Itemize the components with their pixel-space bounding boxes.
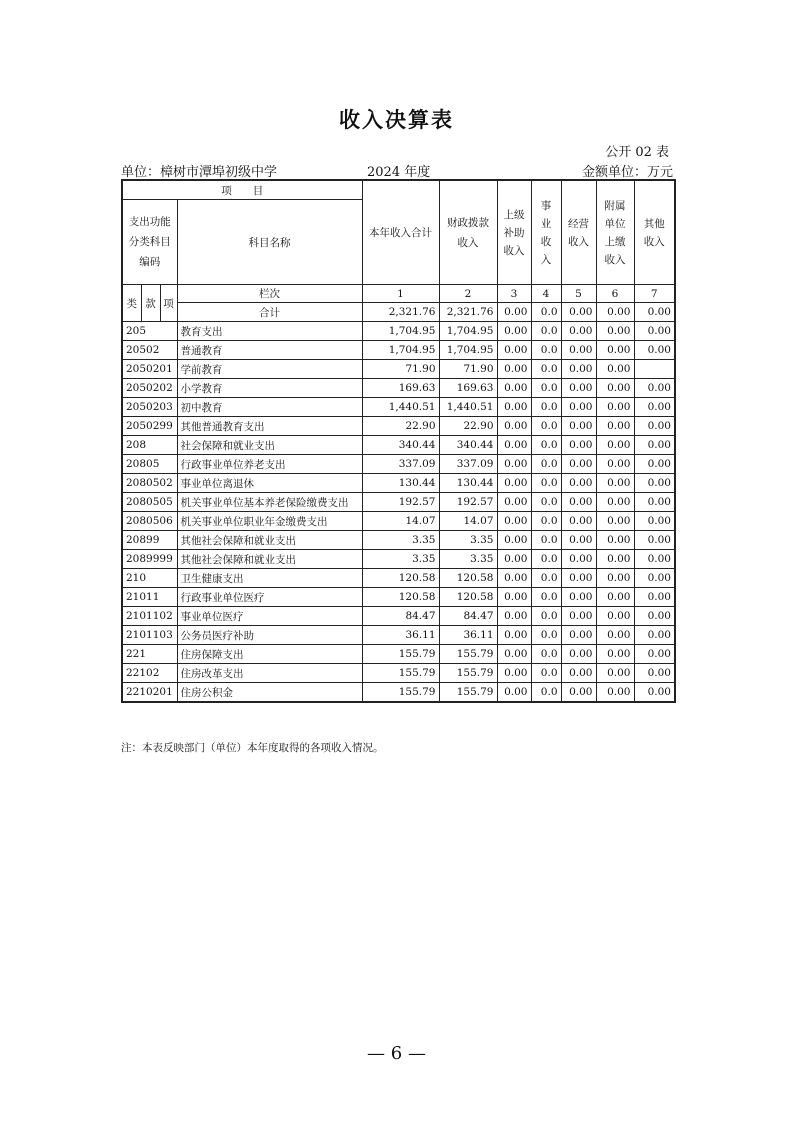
row-value: 0.00 — [497, 322, 531, 341]
row-value: 0.0 — [531, 607, 561, 626]
row-value: 36.11 — [362, 626, 439, 645]
table-row — [122, 417, 675, 436]
row-value: 0.00 — [634, 550, 675, 569]
row-value: 0.00 — [596, 607, 634, 626]
row-value: 0.00 — [497, 474, 531, 493]
row-value: 0.0 — [531, 626, 561, 645]
row-value: 0.0 — [531, 379, 561, 398]
col-num-5: 5 — [561, 285, 596, 303]
row-value: 0.0 — [531, 569, 561, 588]
row-code: 2101102 — [122, 607, 177, 626]
row-name: 卫生健康支出 — [177, 569, 362, 588]
row-value: 0.00 — [561, 664, 596, 683]
row-code: 22102 — [122, 664, 177, 683]
row-code: 221 — [122, 645, 177, 664]
row-value: 3.35 — [439, 550, 497, 569]
row-value: 120.58 — [362, 588, 439, 607]
row-value: 0.00 — [634, 493, 675, 512]
row-value: 0.0 — [531, 417, 561, 436]
row-code: 205 — [122, 322, 177, 341]
row-value: 0.00 — [561, 436, 596, 455]
row-value: 0.00 — [596, 322, 634, 341]
total-value: 2,321.76 — [362, 303, 439, 322]
table-row — [122, 379, 675, 398]
row-value: 0.00 — [561, 569, 596, 588]
income-table — [121, 179, 676, 703]
row-value: 0.0 — [531, 550, 561, 569]
row-value: 0.0 — [531, 322, 561, 341]
table-note: 注：本表反映部门（单位）本年度取得的各项收入情况。 — [121, 742, 384, 754]
row-value: 0.00 — [497, 683, 531, 703]
table-row — [122, 341, 675, 360]
row-value: 0.00 — [596, 398, 634, 417]
row-value: 1,704.95 — [362, 322, 439, 341]
table-row — [122, 588, 675, 607]
row-value: 0.00 — [561, 683, 596, 703]
row-value: 0.0 — [531, 493, 561, 512]
row-value: 0.00 — [596, 379, 634, 398]
row-value: 0.00 — [561, 322, 596, 341]
row-value: 0.0 — [531, 341, 561, 360]
row-value: 0.00 — [634, 322, 675, 341]
row-value: 0.00 — [561, 645, 596, 664]
row-value: 0.0 — [531, 436, 561, 455]
row-value: 0.00 — [596, 588, 634, 607]
row-value: 3.35 — [362, 550, 439, 569]
row-value: 0.0 — [531, 455, 561, 474]
row-value: 0.00 — [596, 531, 634, 550]
row-name: 事业单位离退休 — [177, 474, 362, 493]
row-value: 0.00 — [634, 436, 675, 455]
row-value: 0.00 — [596, 455, 634, 474]
row-value: 84.47 — [362, 607, 439, 626]
row-value: 0.00 — [634, 531, 675, 550]
row-code: 20502 — [122, 341, 177, 360]
row-value: 22.90 — [439, 417, 497, 436]
row-code: 2050201 — [122, 360, 177, 379]
row-value: 14.07 — [439, 512, 497, 531]
row-name: 教育支出 — [177, 322, 362, 341]
row-value: 0.00 — [497, 550, 531, 569]
header-item: 项 目 — [122, 180, 362, 200]
row-code: 2050203 — [122, 398, 177, 417]
row-code: 2080502 — [122, 474, 177, 493]
row-value: 0.00 — [497, 417, 531, 436]
row-name: 初中教育 — [177, 398, 362, 417]
row-value: 120.58 — [362, 569, 439, 588]
row-value: 0.00 — [561, 398, 596, 417]
total-value: 0.00 — [634, 303, 675, 322]
row-code: 2101103 — [122, 626, 177, 645]
table-row — [122, 455, 675, 474]
row-value: 1,440.51 — [362, 398, 439, 417]
row-name: 公务员医疗补助 — [177, 626, 362, 645]
row-value: 0.0 — [531, 531, 561, 550]
row-value: 0.0 — [531, 360, 561, 379]
header-superior: 上级补助收入 — [497, 180, 531, 285]
row-name: 行政事业单位养老支出 — [177, 455, 362, 474]
table-row — [122, 645, 675, 664]
row-value: 0.00 — [634, 417, 675, 436]
col-num-7: 7 — [634, 285, 675, 303]
row-value: 0.00 — [561, 379, 596, 398]
table-row — [122, 664, 675, 683]
row-value: 0.0 — [531, 588, 561, 607]
row-value: 0.00 — [634, 512, 675, 531]
row-code: 20805 — [122, 455, 177, 474]
row-code: 2080506 — [122, 512, 177, 531]
row-value: 192.57 — [439, 493, 497, 512]
row-value: 0.00 — [497, 436, 531, 455]
row-value: 0.00 — [634, 664, 675, 683]
header-other: 其他收入 — [634, 180, 675, 285]
row-value: 0.00 — [561, 455, 596, 474]
row-value: 0.00 — [497, 398, 531, 417]
row-value: 0.00 — [596, 626, 634, 645]
row-value: 0.00 — [634, 569, 675, 588]
row-value: 0.00 — [497, 512, 531, 531]
header-code-group: 支出功能分类科目编码 — [122, 200, 177, 285]
table-row — [122, 626, 675, 645]
table-row — [122, 436, 675, 455]
row-name: 住房公积金 — [177, 683, 362, 703]
row-value: 0.00 — [634, 341, 675, 360]
row-value: 0.00 — [497, 360, 531, 379]
table-row — [122, 493, 675, 512]
row-value: 155.79 — [362, 664, 439, 683]
total-value: 0.00 — [497, 303, 531, 322]
row-value: 0.00 — [634, 683, 675, 703]
page-title: 收入决算表 — [339, 107, 454, 132]
row-name: 住房改革支出 — [177, 664, 362, 683]
row-name: 小学教育 — [177, 379, 362, 398]
row-value: 0.00 — [497, 645, 531, 664]
row-value: 3.35 — [439, 531, 497, 550]
row-value: 0.00 — [596, 341, 634, 360]
row-value: 0.0 — [531, 683, 561, 703]
row-name: 其他社会保障和就业支出 — [177, 531, 362, 550]
header-col-label: 栏次 — [177, 285, 362, 303]
row-value: 0.00 — [634, 474, 675, 493]
row-value: 71.90 — [362, 360, 439, 379]
row-value: 0.00 — [596, 683, 634, 703]
total-value: 0.0 — [531, 303, 561, 322]
row-value: 0.00 — [596, 417, 634, 436]
row-name: 其他普通教育支出 — [177, 417, 362, 436]
col-num-4: 4 — [531, 285, 561, 303]
col-num-3: 3 — [497, 285, 531, 303]
col-num-2: 2 — [439, 285, 497, 303]
row-code: 210 — [122, 569, 177, 588]
row-value: 0.00 — [634, 588, 675, 607]
row-value: 0.0 — [531, 512, 561, 531]
row-name: 学前教育 — [177, 360, 362, 379]
row-name: 机关事业单位职业年金缴费支出 — [177, 512, 362, 531]
header-operating: 经营收入 — [561, 180, 596, 285]
row-value: 0.00 — [634, 455, 675, 474]
row-value: 0.00 — [561, 360, 596, 379]
header-fiscal: 财政拨款收入 — [439, 180, 497, 285]
row-value: 120.58 — [439, 588, 497, 607]
table-row — [122, 607, 675, 626]
table-row — [122, 569, 675, 588]
row-value: 0.00 — [561, 588, 596, 607]
row-value: 0.0 — [531, 664, 561, 683]
row-value: 0.00 — [596, 512, 634, 531]
total-label: 合计 — [177, 303, 362, 322]
col-num-1: 1 — [362, 285, 439, 303]
row-value: 0.00 — [634, 607, 675, 626]
row-value: 1,704.95 — [439, 322, 497, 341]
total-value: 0.00 — [596, 303, 634, 322]
row-value: 0.00 — [561, 550, 596, 569]
row-code: 2050299 — [122, 417, 177, 436]
row-name: 社会保障和就业支出 — [177, 436, 362, 455]
row-value: 36.11 — [439, 626, 497, 645]
page-number: — 6 — — [367, 1043, 426, 1064]
row-value: 14.07 — [362, 512, 439, 531]
row-value: 169.63 — [439, 379, 497, 398]
row-value: 0.00 — [561, 417, 596, 436]
row-name: 其他社会保障和就业支出 — [177, 550, 362, 569]
row-code: 2210201 — [122, 683, 177, 703]
row-code: 208 — [122, 436, 177, 455]
table-row — [122, 322, 675, 341]
row-name: 行政事业单位医疗 — [177, 588, 362, 607]
row-value: 0.00 — [561, 626, 596, 645]
row-value: 0.00 — [497, 493, 531, 512]
table-row — [122, 398, 675, 417]
row-value: 0.00 — [561, 493, 596, 512]
row-value: 340.44 — [439, 436, 497, 455]
row-value: 0.0 — [531, 474, 561, 493]
table-row — [122, 360, 675, 379]
row-value: 0.00 — [596, 550, 634, 569]
row-value: 130.44 — [439, 474, 497, 493]
table-row — [122, 550, 675, 569]
row-value: 0.00 — [561, 512, 596, 531]
row-value: 71.90 — [439, 360, 497, 379]
row-value: 0.00 — [561, 474, 596, 493]
row-value: 130.44 — [362, 474, 439, 493]
row-value: 0.00 — [634, 398, 675, 417]
row-name: 事业单位医疗 — [177, 607, 362, 626]
row-value: 0.00 — [596, 474, 634, 493]
row-value: 337.09 — [362, 455, 439, 474]
table-row — [122, 512, 675, 531]
row-value: 155.79 — [439, 664, 497, 683]
row-value: 0.00 — [561, 531, 596, 550]
row-value: 1,704.95 — [439, 341, 497, 360]
row-value: 0.00 — [634, 379, 675, 398]
row-code: 20899 — [122, 531, 177, 550]
row-value: 84.47 — [439, 607, 497, 626]
row-value: 155.79 — [362, 645, 439, 664]
row-value: 0.00 — [634, 645, 675, 664]
row-value: 3.35 — [362, 531, 439, 550]
row-value: 0.00 — [596, 569, 634, 588]
row-value: 0.00 — [634, 626, 675, 645]
form-number: 公开 02 表 — [605, 145, 669, 160]
header-kuan: 款 — [141, 285, 160, 322]
meta-line — [121, 161, 673, 179]
col-num-6: 6 — [596, 285, 634, 303]
row-value: 0.00 — [497, 455, 531, 474]
row-value — [634, 360, 675, 379]
row-value: 22.90 — [362, 417, 439, 436]
row-value: 0.00 — [497, 664, 531, 683]
amount-unit-label: 金额单位：万元 — [581, 165, 673, 180]
row-value: 340.44 — [362, 436, 439, 455]
row-value: 192.57 — [362, 493, 439, 512]
year-label: 2024 年度 — [367, 165, 431, 180]
row-value: 0.00 — [497, 531, 531, 550]
header-xiang: 项 — [160, 285, 177, 322]
row-value: 0.0 — [531, 398, 561, 417]
row-value: 337.09 — [439, 455, 497, 474]
row-value: 1,704.95 — [362, 341, 439, 360]
row-value: 1,440.51 — [439, 398, 497, 417]
row-value: 0.00 — [497, 588, 531, 607]
row-value: 155.79 — [362, 683, 439, 703]
row-value: 0.00 — [596, 360, 634, 379]
header-affiliated: 附属单位上缴收入 — [596, 180, 634, 285]
row-value: 155.79 — [439, 645, 497, 664]
table-row — [122, 531, 675, 550]
header-total-income: 本年收入合计 — [362, 180, 439, 285]
header-subject-name: 科目名称 — [177, 200, 362, 285]
row-value: 0.00 — [561, 341, 596, 360]
row-value: 155.79 — [439, 683, 497, 703]
total-value: 0.00 — [561, 303, 596, 322]
row-value: 0.00 — [596, 436, 634, 455]
row-value: 0.00 — [596, 493, 634, 512]
row-name: 机关事业单位基本养老保险缴费支出 — [177, 493, 362, 512]
unit-label: 单位：樟树市潭埠初级中学 — [121, 165, 278, 180]
row-name: 住房保障支出 — [177, 645, 362, 664]
row-value: 0.00 — [497, 569, 531, 588]
row-value: 0.0 — [531, 645, 561, 664]
row-code: 2050202 — [122, 379, 177, 398]
row-value: 0.00 — [497, 341, 531, 360]
row-value: 0.00 — [497, 626, 531, 645]
row-code: 21011 — [122, 588, 177, 607]
row-code: 2089999 — [122, 550, 177, 569]
row-value: 169.63 — [362, 379, 439, 398]
row-value: 0.00 — [596, 664, 634, 683]
row-code: 2080505 — [122, 493, 177, 512]
table-row — [122, 474, 675, 493]
row-value: 0.00 — [497, 379, 531, 398]
row-value: 0.00 — [561, 607, 596, 626]
total-value: 2,321.76 — [439, 303, 497, 322]
row-value: 0.00 — [497, 607, 531, 626]
row-value: 0.00 — [596, 645, 634, 664]
row-name: 普通教育 — [177, 341, 362, 360]
header-business: 事业收入 — [531, 180, 561, 285]
row-value: 120.58 — [439, 569, 497, 588]
table-row — [122, 683, 675, 703]
header-lei: 类 — [122, 285, 141, 322]
